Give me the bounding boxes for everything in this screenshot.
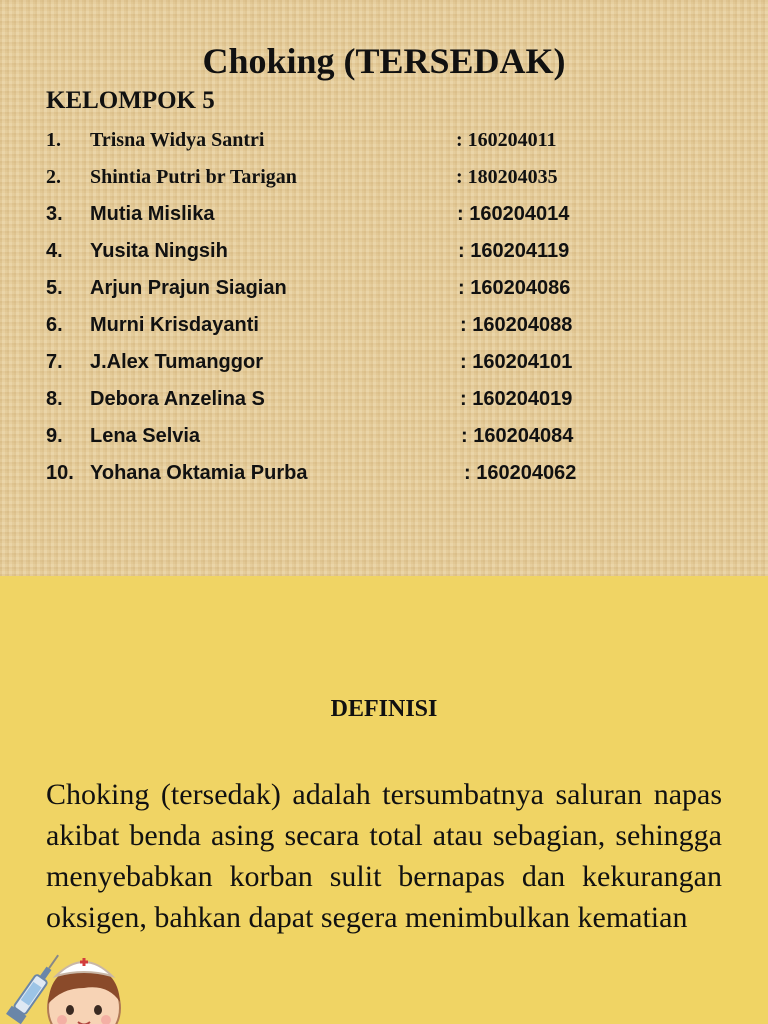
member-id: : 160204086	[458, 277, 571, 299]
member-name: Shintia Putri br Tarigan	[90, 166, 297, 188]
member-name: Arjun Prajun Siagian	[90, 277, 287, 299]
member-id: : 160204019	[460, 388, 573, 410]
member-id: : 160204088	[460, 314, 573, 336]
group-label: KELOMPOK 5	[46, 87, 215, 114]
member-row	[0, 462, 768, 492]
member-row	[0, 166, 768, 196]
definition-heading: DEFINISI	[330, 696, 438, 722]
member-row	[0, 351, 768, 381]
member-row	[0, 388, 768, 418]
definition-text: Choking (tersedak) adalah tersumbatnya saluran napas akibat benda asing secara total atau sebagian, sehingga menyebabkan korban sulit bernapas dan kekurangan oksigen, bahkan dapat segera menimbulkan kematian	[46, 778, 722, 934]
member-number: 5.	[46, 277, 63, 299]
member-number: 3.	[46, 203, 63, 225]
member-id: : 160204084	[461, 425, 574, 447]
member-id: : 160204119	[458, 240, 570, 262]
member-name: Trisna Widya Santri	[90, 129, 265, 151]
member-id: : 160204011	[456, 129, 557, 151]
member-id: : 160204062	[464, 462, 577, 484]
member-id: : 160204014	[457, 203, 570, 225]
member-number: 8.	[46, 388, 63, 410]
member-id: : 160204101	[460, 351, 573, 373]
member-name: Lena Selvia	[90, 425, 201, 447]
member-row	[0, 129, 768, 159]
member-number: 10.	[46, 462, 74, 484]
member-name: Yohana Oktamia Purba	[90, 462, 308, 484]
member-name: Murni Krisdayanti	[90, 314, 259, 336]
member-row	[0, 203, 768, 233]
member-number: 2.	[46, 166, 61, 188]
member-number: 1.	[46, 129, 61, 151]
member-row	[0, 277, 768, 307]
member-name: Debora Anzelina S	[90, 388, 265, 410]
member-number: 4.	[46, 240, 63, 262]
member-number: 7.	[46, 351, 63, 373]
member-name: Mutia Mislika	[90, 203, 215, 225]
member-row	[0, 425, 768, 455]
slide-title: Choking (TERSEDAK)	[202, 41, 566, 81]
nurse-cartoon-icon	[0, 930, 140, 1024]
member-row	[0, 314, 768, 344]
member-number: 9.	[46, 425, 63, 447]
member-number: 6.	[46, 314, 63, 336]
member-name: Yusita Ningsih	[90, 240, 228, 262]
member-name: J.Alex Tumanggor	[90, 351, 263, 373]
member-id: : 180204035	[456, 166, 558, 188]
member-row	[0, 240, 768, 270]
